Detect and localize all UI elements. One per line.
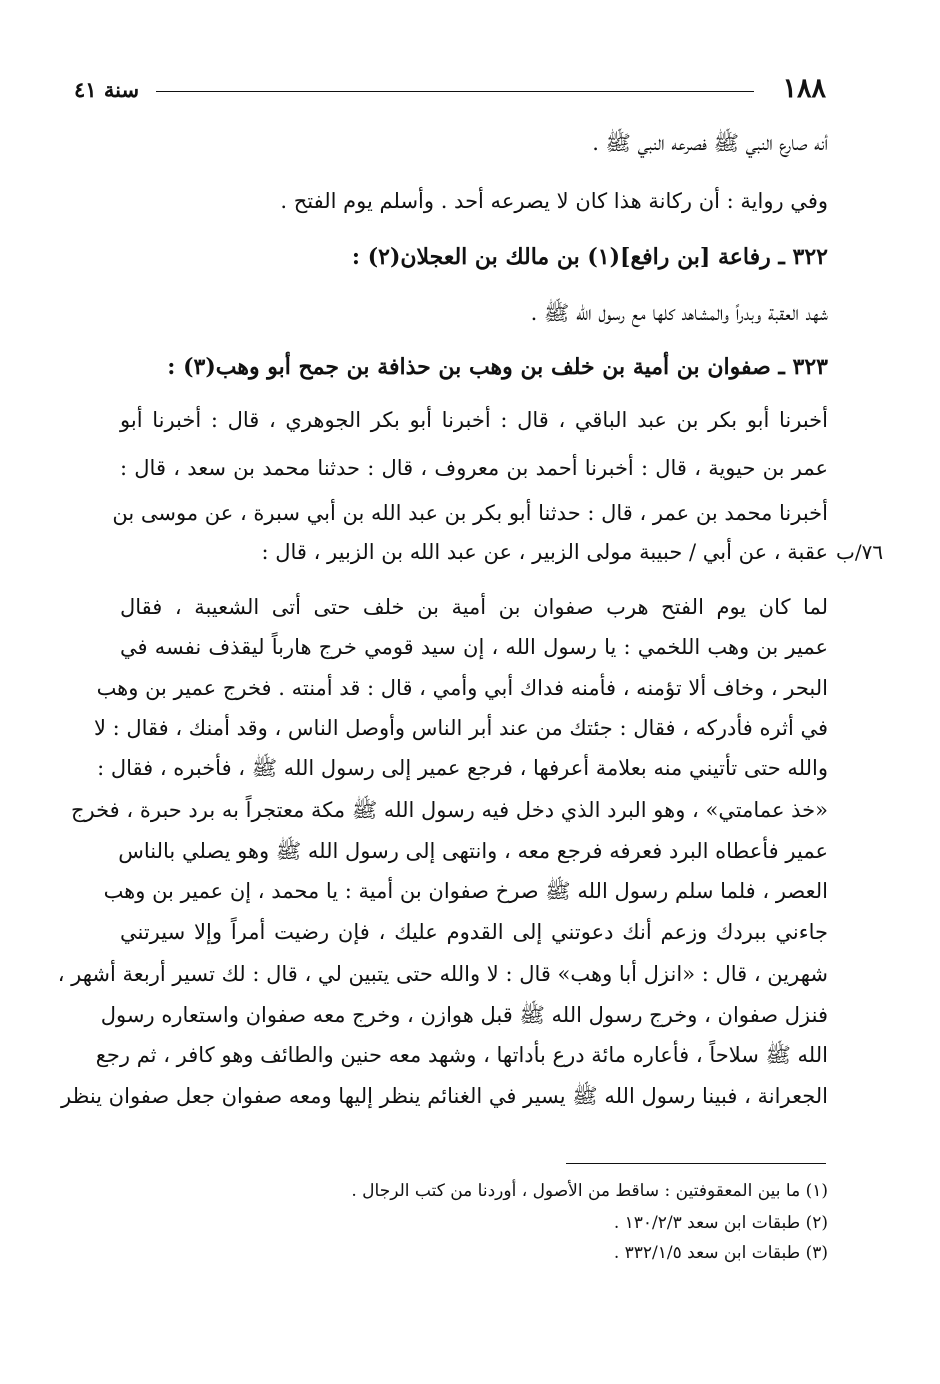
story-line: شهرين ، قال : «انزل أبا وهب» قال : لا والله حتى يتبين لي ، قال : لك تسير أربعة أشهر ، bbox=[57, 962, 828, 986]
intro-line: أنه صارع النبي ﷺ فصرعه النبي ﷺ . bbox=[592, 131, 828, 155]
story-line: الله ﷺ سلاحاً ، فأعاره مائة درع بأداتها ، وشهد معه حنين والطائف وهو كافر ، ثم رجع bbox=[95, 1043, 828, 1067]
story-line: عمير بن وهب اللخمي : يا رسول الله ، إن سيد قومي خرج هارباً ليقذف نفسه في bbox=[120, 635, 828, 659]
isnad-line: أخبرنا أبو بكر بن عبد الباقي ، قال : أخبرنا أبو بكر الجوهري ، قال : أخبرنا أبو bbox=[120, 408, 828, 432]
page-number: ١٨٨ bbox=[782, 73, 826, 104]
story-line: فنزل صفوان ، وخرج رسول الله ﷺ قبل هوازن ، وخرج معه صفوان واستعاره رسول bbox=[100, 1003, 828, 1027]
story-line: والله حتى تأتيني منه بعلامة أعرفها ، فرجع عمير إلى رسول الله ﷺ ، فأخبره ، فقال : bbox=[97, 756, 828, 780]
story-line: عمير فأعطاه البرد فعرفه فرجع معه ، وانتهى إلى رسول الله ﷺ وهو يصلي بالناس bbox=[118, 839, 828, 863]
entry-322-heading: ٣٢٢ ـ رفاعة [بن رافع](١) بن مالك بن العجلان(٢) : bbox=[351, 244, 828, 270]
story-line: العصر ، فلما سلم رسول الله ﷺ صرخ صفوان بن أمية : يا محمد ، إن عمير بن وهب bbox=[103, 879, 828, 903]
footnote-rule bbox=[566, 1163, 826, 1164]
story-line: البحر ، وخاف ألا تؤمنه ، فأمنه فداك أبي وأمي ، قال : قد أمنته . فخرج عمير بن وهب bbox=[96, 676, 828, 700]
intro-line: وفي رواية : أن ركانة هذا كان لا يصرعه أحد . وأسلم يوم الفتح . bbox=[280, 189, 828, 213]
footnote: (٢) طبقات ابن سعد ١٣٠/٢/٣ . bbox=[613, 1213, 828, 1233]
running-head-year: سنة ٤١ bbox=[74, 77, 140, 102]
story-line: «خذ عمامتي» ، وهو البرد الذي دخل فيه رسول الله ﷺ مكة معتجراً به برد حبرة ، فخرج bbox=[70, 798, 828, 822]
isnad-line: عقبة ، عن أبي / حبيبة مولى الزبير ، عن عبد الله بن الزبير ، قال : bbox=[261, 540, 828, 564]
page-header bbox=[74, 72, 826, 108]
footnote: (١) ما بين المعقوفتين : ساقط من الأصول ، أوردنا من كتب الرجال . bbox=[351, 1181, 828, 1201]
story-line: الجعرانة ، فبينا رسول الله ﷺ يسير في الغنائم ينظر إليها ومعه صفوان جعل صفوان ينظر bbox=[61, 1084, 828, 1108]
manuscript-folio-note: ٧٦/ب bbox=[836, 540, 884, 564]
story-line: في أثره فأدركه ، فقال : جئتك من عند أبر الناس وأوصل الناس ، وقد أمنك ، فقال : لا bbox=[93, 716, 828, 740]
header-rule bbox=[156, 91, 754, 92]
entry-322-text: شهد العقبة وبدراً والمشاهد كلها مع رسول الله ﷺ . bbox=[530, 301, 828, 325]
footnote: (٣) طبقات ابن سعد ٣٣٢/١/٥ . bbox=[613, 1243, 828, 1263]
story-line: لما كان يوم الفتح هرب صفوان بن أمية بن خلف حتى أتى الشعيبة ، فقال bbox=[120, 595, 828, 619]
entry-323-heading: ٣٢٣ ـ صفوان بن أمية بن خلف بن وهب بن حذافة بن جمح أبو وهب(٣) : bbox=[167, 354, 828, 380]
isnad-line: أخبرنا محمد بن عمر ، قال : حدثنا أبو بكر بن عبد الله بن أبي سبرة ، عن موسى بن bbox=[112, 501, 828, 525]
story-line: جاءني ببردك وزعم أنك دعوتني إلى القدوم عليك ، فإن رضيت أمراً وإلا سيرتني bbox=[120, 920, 828, 944]
isnad-line: عمر بن حيوية ، قال : أخبرنا أحمد بن معروف ، قال : حدثنا محمد بن سعد ، قال : bbox=[120, 456, 828, 480]
